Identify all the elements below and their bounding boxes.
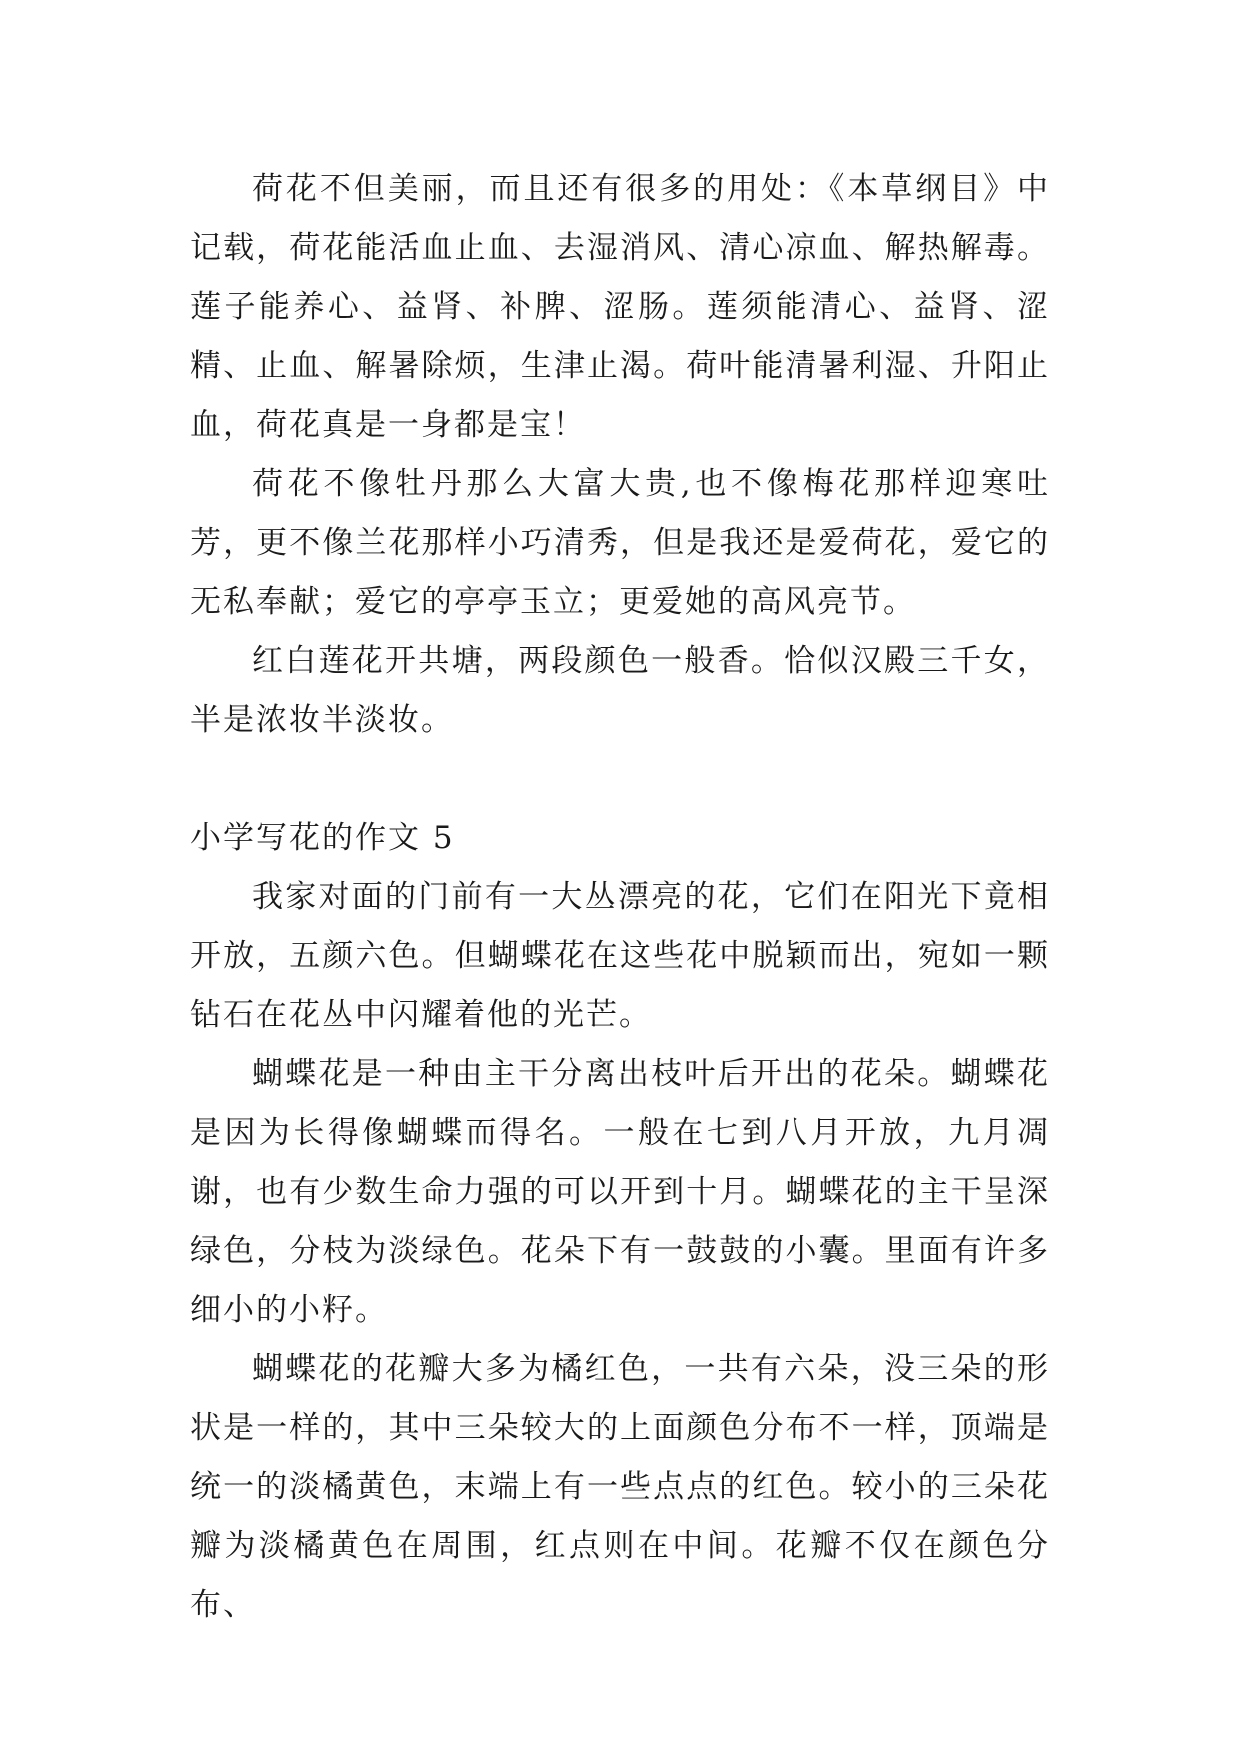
paragraph: 红白莲花开共塘，两段颜色一般香。恰似汉殿三千女，半是浓妆半淡妆。: [190, 643, 1050, 738]
paragraph: 荷花不但美丽，而且还有很多的用处：《本草纲目》中记载，荷花能活血止血、去湿消风、清心凉血、解热解毒。莲子能养心、益肾、补脾、涩肠。莲须能清心、益肾、涩精、止血、解暑除烦，生津止渴。荷叶能清暑利湿、升阳止血，荷花真是一身都是宝！: [190, 171, 1050, 443]
document-body: [190, 160, 1050, 1635]
paragraph: 蝴蝶花是一种由主干分离出枝叶后开出的花朵。蝴蝶花是因为长得像蝴蝶而得名。一般在七到八月开放，九月凋谢，也有少数生命力强的可以开到十月。蝴蝶花的主干呈深绿色，分枝为淡绿色。花朵下有一鼓鼓的小囊。里面有许多细小的小籽。: [190, 1056, 1050, 1328]
paragraph: 荷花不像牡丹那么大富大贵,也不像梅花那样迎寒吐芳，更不像兰花那样小巧清秀，但是我还是爱荷花，爱它的无私奉献；爱它的亭亭玉立；更爱她的高风亮节。: [190, 466, 1050, 620]
section-title: 小学写花的作文 5: [190, 820, 455, 856]
paragraph: 蝴蝶花的花瓣大多为橘红色，一共有六朵，没三朵的形状是一样的，其中三朵较大的上面颜色分布不一样，顶端是统一的淡橘黄色，末端上有一些点点的红色。较小的三朵花瓣为淡橘黄色在周围，红点则在中间。花瓣不仅在颜色分布、: [190, 1351, 1050, 1623]
paragraph: 我家对面的门前有一大丛漂亮的花，它们在阳光下竟相开放，五颜六色。但蝴蝶花在这些花中脱颖而出，宛如一颗钻石在花丛中闪耀着他的光芒。: [190, 879, 1050, 1033]
